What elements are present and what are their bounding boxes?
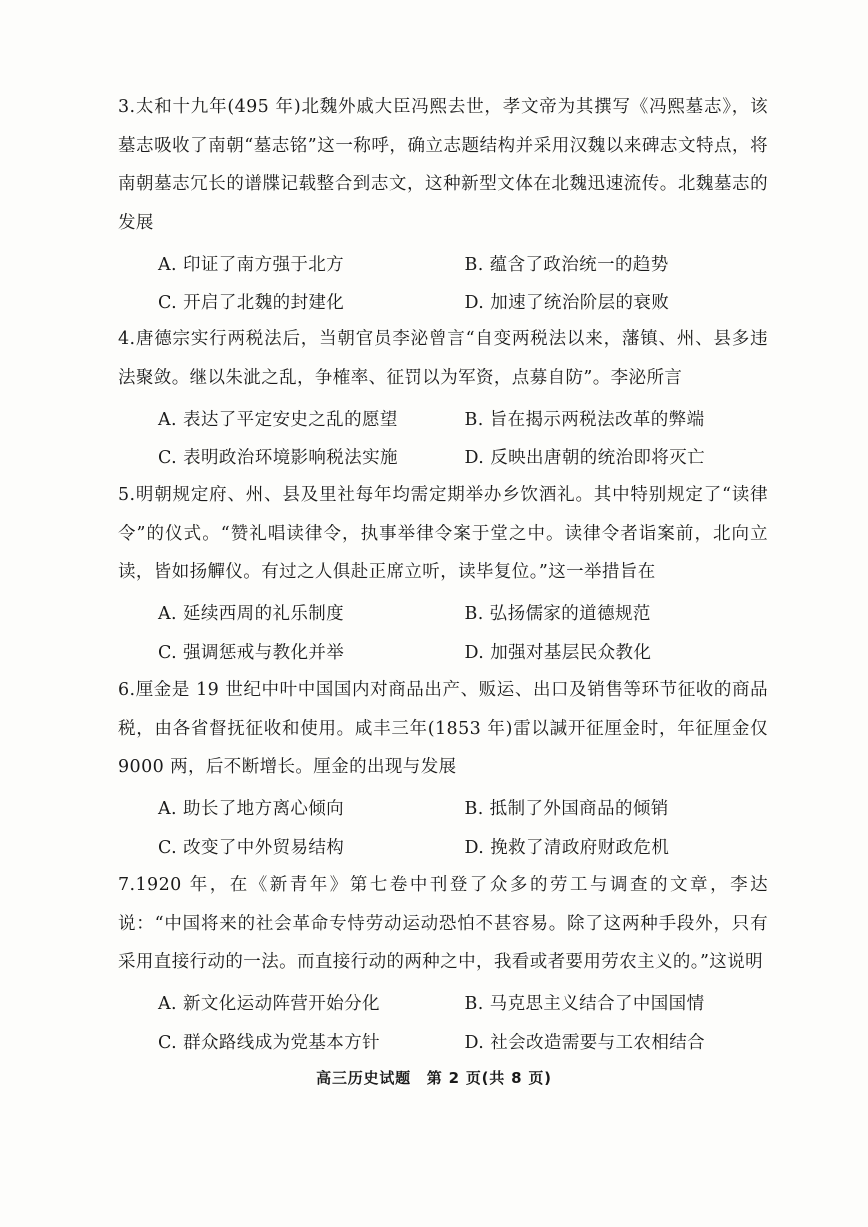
option-c[interactable]: C. 改变了中外贸易结构 xyxy=(158,837,345,858)
answer-options xyxy=(118,399,768,476)
option-a[interactable]: A. 助长了地方离心倾向 xyxy=(158,799,345,820)
question-number: 5. xyxy=(118,485,136,505)
question-5 xyxy=(118,476,768,671)
question-stem xyxy=(118,88,768,242)
option-d[interactable]: D. 挽救了清政府财政危机 xyxy=(464,837,670,858)
option-b[interactable]: B. 旨在揭示两税法改革的弊端 xyxy=(464,409,705,430)
option-a[interactable]: A. 新文化运动阵营开始分化 xyxy=(158,994,380,1015)
question-3 xyxy=(118,88,768,321)
option-b[interactable]: B. 马克思主义结合了中国国情 xyxy=(464,994,705,1015)
answer-options xyxy=(118,984,768,1061)
question-text: 厘金是 19 世纪中叶中国国内对商品出产、贩运、出口及销售等环节征收的商品税，由各省督抚征收和使用。咸丰三年(1853 年)雷以諴开征厘金时，年征厘金仅 9000 两，后不断增长。厘金的出现与发展 xyxy=(118,680,768,777)
option-d[interactable]: D. 反映出唐朝的统治即将灭亡 xyxy=(464,448,706,469)
option-a[interactable]: A. 表达了平定安史之乱的愿望 xyxy=(158,409,398,430)
page-footer: 高三历史试题 第 2 页(共 8 页) xyxy=(316,1069,552,1087)
answer-options xyxy=(118,594,768,671)
question-4 xyxy=(118,320,768,476)
question-stem xyxy=(118,320,768,397)
question-text: 太和十九年(495 年)北魏外戚大臣冯熙去世，孝文帝为其撰写《冯熙墓志》，该墓志吸收了南朝“墓志铭”这一称呼，确立志题结构并采用汉魏以来碑志文特点，将南朝墓志冗长的谱牒记载整合到志文，这种新型文体在北魏迅速流传。北魏墓志的发展 xyxy=(118,97,768,233)
answer-options xyxy=(118,789,768,866)
question-stem xyxy=(118,671,768,787)
question-stem xyxy=(118,476,768,592)
question-stem xyxy=(118,866,768,982)
question-number: 4. xyxy=(118,329,136,349)
answer-options xyxy=(118,244,768,321)
option-c[interactable]: C. 强调惩戒与教化并举 xyxy=(158,642,345,663)
question-number: 7. xyxy=(118,875,136,895)
question-text: 1920 年，在《新青年》第七卷中刊登了众多的劳工与调查的文章，李达说：“中国将来的社会革命专恃劳动运动恐怕不甚容易。除了这两种手段外，只有采用直接行动的一法。而直接行动的两种之中，我看或者要用劳农主义的。”这说明 xyxy=(118,875,768,972)
option-c[interactable]: C. 表明政治环境影响税法实施 xyxy=(158,448,398,469)
option-a[interactable]: A. 印证了南方强于北方 xyxy=(158,254,345,275)
question-6 xyxy=(118,671,768,866)
option-c[interactable]: C. 开启了北魏的封建化 xyxy=(158,293,345,314)
question-number: 3. xyxy=(118,97,136,117)
option-a[interactable]: A. 延续西周的礼乐制度 xyxy=(158,604,345,625)
question-text: 明朝规定府、州、县及里社每年均需定期举办乡饮酒礼。其中特别规定了“读律令”的仪式。“赞礼唱读律令，执事举律令案于堂之中。读律令者诣案前，北向立读，皆如扬觶仪。有过之人俱赴正席立听，读毕复位。”这一举措旨在 xyxy=(118,485,768,582)
question-7 xyxy=(118,866,768,1061)
option-b[interactable]: B. 抵制了外国商品的倾销 xyxy=(464,799,669,820)
option-d[interactable]: D. 社会改造需要与工农相结合 xyxy=(464,1032,706,1053)
question-number: 6. xyxy=(118,680,136,700)
option-b[interactable]: B. 蕴含了政治统一的趋势 xyxy=(464,254,669,275)
option-b[interactable]: B. 弘扬儒家的道德规范 xyxy=(464,604,651,625)
option-d[interactable]: D. 加强对基层民众教化 xyxy=(464,642,652,663)
question-text: 唐德宗实行两税法后，当朝官员李泌曾言“自变两税法以来，藩镇、州、县多违法聚敛。继以朱泚之乱，争榷率、征罚以为军资，点募自防”。李泌所言 xyxy=(118,329,768,388)
option-d[interactable]: D. 加速了统治阶层的衰败 xyxy=(464,293,670,314)
option-c[interactable]: C. 群众路线成为党基本方针 xyxy=(158,1032,380,1053)
